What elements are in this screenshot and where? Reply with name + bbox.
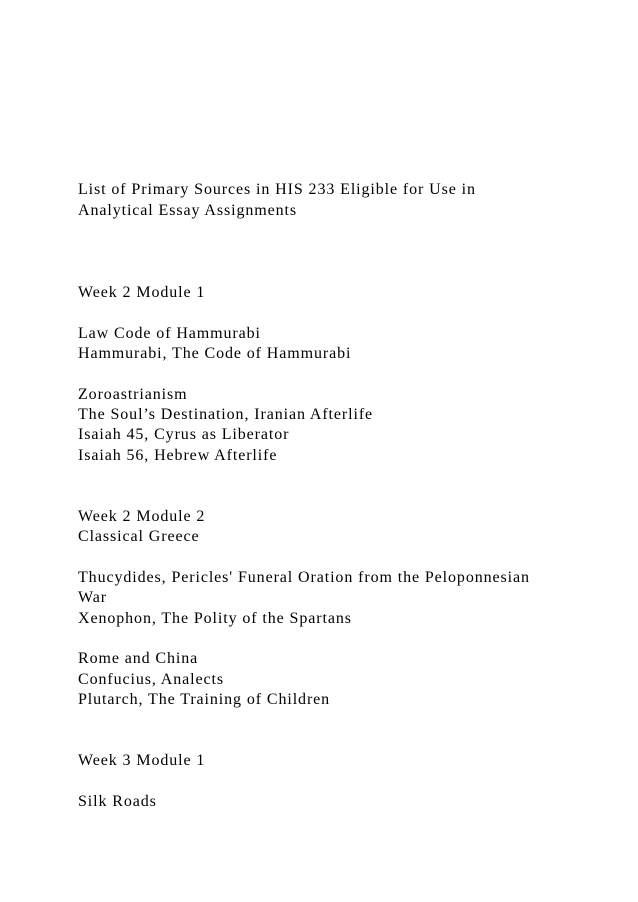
week-3-module-1-heading: Week 3 Module 1 <box>78 752 206 769</box>
week-2-module-1-heading: Week 2 Module 1 <box>78 284 206 301</box>
document-title-line-1: List of Primary Sources in HIS 233 Eligible for Use in <box>78 181 476 198</box>
topic-heading: Silk Roads <box>78 793 157 810</box>
source-entry: Plutarch, The Training of Children <box>78 691 331 708</box>
source-entry: Xenophon, The Polity of the Spartans <box>78 610 352 627</box>
topic-heading: Law Code of Hammurabi <box>78 325 261 342</box>
source-entry: Isaiah 45, Cyrus as Liberator <box>78 426 290 443</box>
topic-heading: Classical Greece <box>78 528 200 545</box>
topic-heading: Zoroastrianism <box>78 386 188 403</box>
source-entry-continuation: War <box>78 589 107 606</box>
topic-heading: Rome and China <box>78 650 199 667</box>
document-title-line-2: Analytical Essay Assignments <box>78 202 297 219</box>
source-entry: Hammurabi, The Code of Hammurabi <box>78 345 352 362</box>
source-entry: The Soul’s Destination, Iranian Afterlife <box>78 406 374 423</box>
source-entry: Confucius, Analects <box>78 671 224 688</box>
source-entry: Thucydides, Pericles' Funeral Oration from the Peloponnesian <box>78 569 530 586</box>
week-2-module-2-heading: Week 2 Module 2 <box>78 508 206 525</box>
source-entry: Isaiah 56, Hebrew Afterlife <box>78 447 278 464</box>
